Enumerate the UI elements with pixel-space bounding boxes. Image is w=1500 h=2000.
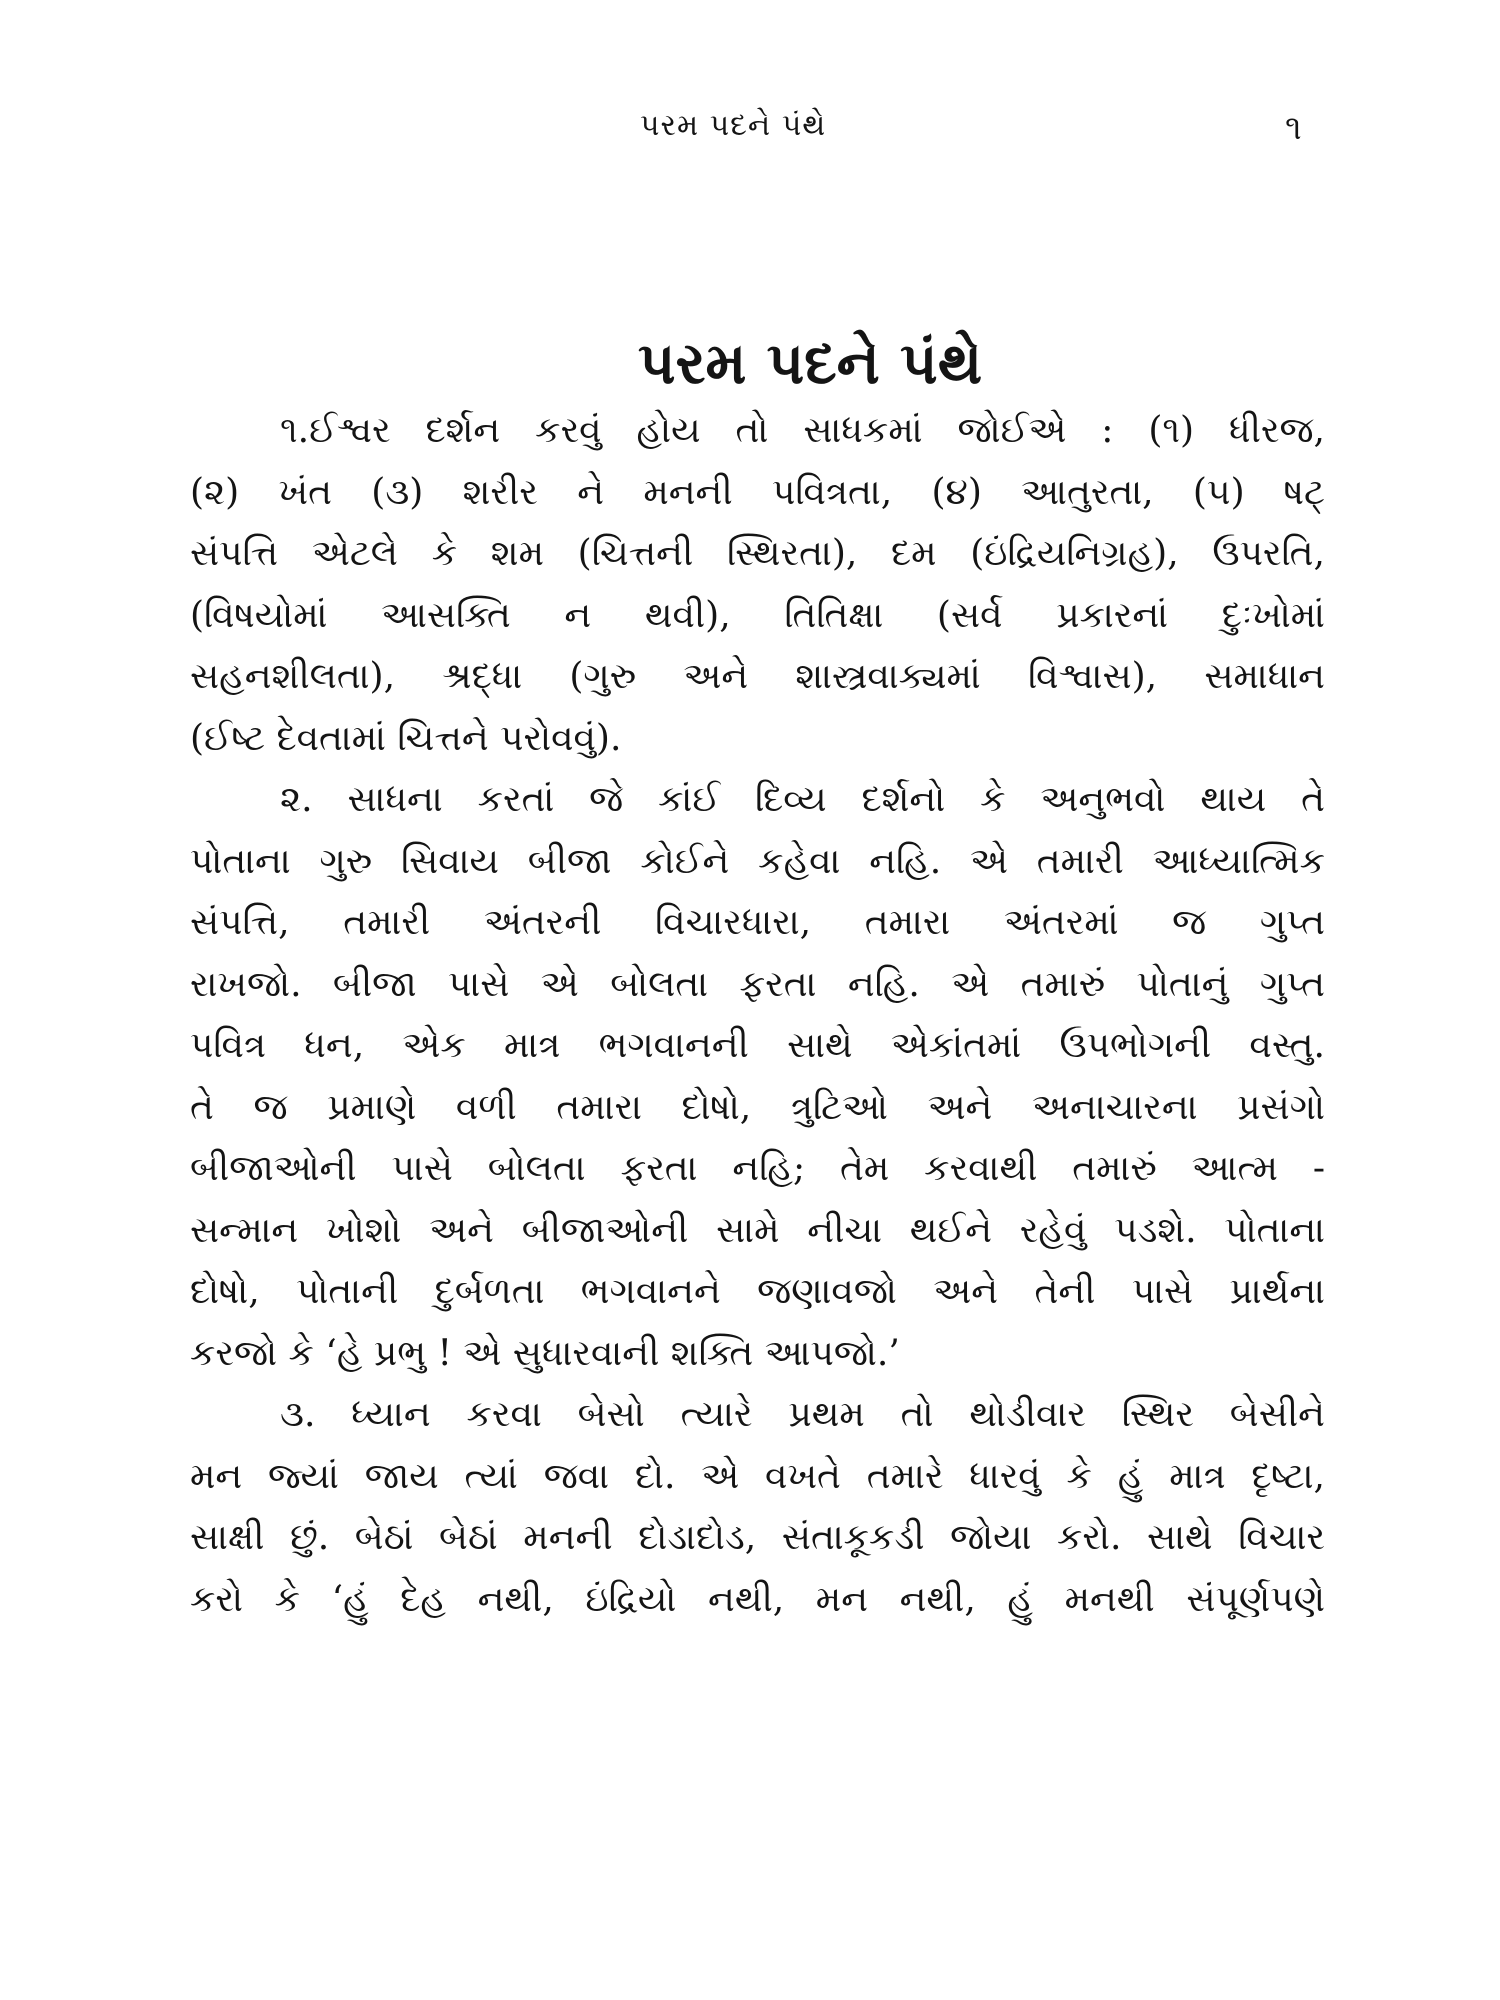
paragraph-line: ૩. ધ્યાન કરવા બેસો ત્યારે પ્રથમ તો થોડીવાર સ્થિર બેસીને (280, 1394, 1325, 1435)
running-header (0, 108, 1500, 168)
paragraph-1 (190, 400, 1325, 769)
paragraph-3 (190, 1384, 1325, 1630)
paragraph-line: (ઈષ્ટ દેવતામાં ચિત્તને પરોવવું). (190, 717, 622, 759)
paragraph-line: સાક્ષી છું. બેઠાં બેઠાં મનની દોડાદોડ, સંતાકૂકડી જોયા કરો. સાથે વિચાર (190, 1517, 1325, 1558)
paragraph-line: સન્માન ખોશો અને બીજાઓની સામે નીચા થઈને રહેવું પડશે. પોતાના (190, 1209, 1325, 1251)
paragraph-line: સંપત્તિ એટલે કે શમ (ચિત્તની સ્થિરતા), દમ (ઇંદ્રિયનિગ્રહ), ઉપરતિ, (190, 533, 1325, 574)
paragraph-line: સહનશીલતા), શ્રદ્ધા (ગુરુ અને શાસ્ત્રવાક્યમાં વિશ્વાસ), સમાધાન (190, 656, 1325, 697)
paragraph-line: (વિષયોમાં આસક્તિ ન થવી), તિતિક્ષા (સર્વ પ્રકારનાં દુઃખોમાં (190, 594, 1325, 636)
paragraph-line: રાખજો. બીજા પાસે એ બોલતા ફરતા નહિ. એ તમારું પોતાનું ગુપ્ત (190, 963, 1325, 1005)
paragraph-line: પોતાના ગુરુ સિવાય બીજા કોઈને કહેવા નહિ. એ તમારી આધ્યાત્મિક (190, 840, 1325, 882)
paragraph-line: ૨. સાધના કરતાં જે કાંઈ દિવ્ય દર્શનો કે અનુભવો થાય તે (280, 779, 1325, 820)
paragraph-line: ૧.ઈશ્વર દર્શન કરવું હોય તો સાધકમાં જોઈએ : (૧) ધીરજ, (280, 410, 1325, 451)
paragraph-line: કરો કે ‘હું દેહ નથી, ઇંદ્રિયો નથી, મન નથી, હું મનથી સંપૂર્ણપણે (190, 1578, 1325, 1620)
paragraph-2 (190, 769, 1325, 1384)
body-text (190, 400, 1325, 1630)
paragraph-line: (૨) ખંત (૩) શરીર ને મનની પવિત્રતા, (૪) આતુરતા, (૫) ષટ્ (190, 471, 1325, 513)
running-title: પરમ પદને પંથે (640, 108, 827, 143)
paragraph-line: તે જ પ્રમાણે વળી તમારા દોષો, ત્રુટિઓ અને અનાચારના પ્રસંગો (190, 1086, 1325, 1128)
page-number: ૧ (1285, 108, 1302, 148)
paragraph-line: પવિત્ર ધન, એક માત્ર ભગવાનની સાથે એકાંતમાં ઉપભોગની વસ્તુ. (190, 1025, 1325, 1066)
paragraph-line: મન જ્યાં જાય ત્યાં જવા દો. એ વખતે તમારે ધારવું કે હું માત્ર દૃષ્ટા, (190, 1455, 1325, 1497)
paragraph-line: કરજો કે ‘હે પ્રભુ ! એ સુધારવાની શક્તિ આપજો.’ (190, 1332, 900, 1374)
paragraph-line: સંપત્તિ, તમારી અંતરની વિચારધારા, તમારા અંતરમાં જ ગુપ્ત (190, 902, 1325, 943)
paragraph-line: બીજાઓની પાસે બોલતા ફરતા નહિ; તેમ કરવાથી તમારું આત્મ - (190, 1148, 1325, 1189)
paragraph-line: દોષો, પોતાની દુર્બળતા ભગવાનને જણાવજો અને તેની પાસે પ્રાર્થના (190, 1271, 1325, 1312)
chapter-title: પરમ પદને પંથે (637, 329, 983, 397)
